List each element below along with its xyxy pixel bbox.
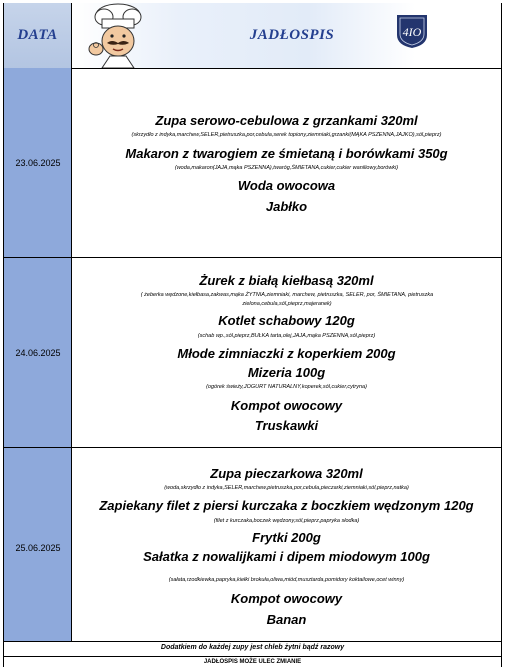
date-cell	[4, 448, 72, 641]
title-banner	[72, 3, 501, 68]
dish-name: Zupa pieczarkowa 320ml	[210, 466, 363, 481]
day-date: 24.06.2025	[15, 348, 61, 358]
change-note: JADŁOSPIS MOŻE ULEC ZMIANIE	[203, 659, 302, 665]
dish-ingredients: (schab wp.,sól,pieprz,BUŁKA tarta,olej,JAJA,mąka PSZENNA,sól,pieprz)	[197, 333, 376, 339]
date-cell	[4, 68, 72, 257]
company-logo	[395, 13, 429, 49]
menu-cell	[72, 448, 501, 641]
day-row	[4, 68, 501, 258]
dish-name: Młode zimniaczki z koperkiem 200g	[177, 346, 396, 361]
date-column-header: DATA	[4, 3, 72, 68]
menu-cell	[72, 258, 501, 447]
dish-name: Kompot owocowy	[230, 398, 343, 413]
dish-name: Sałatka z nowalijkami i dipem miodowym 100g	[143, 549, 430, 564]
dish-name: Banan	[266, 612, 307, 627]
dish-name: Woda owocowa	[237, 178, 336, 193]
day-row	[4, 448, 501, 642]
footer-divider	[4, 656, 501, 657]
dish-name: Żurek z białą kiełbasą 320ml	[199, 273, 374, 288]
dish-name: Makaron z twarogiem ze śmietaną i borówkami 350g	[125, 146, 448, 161]
date-cell	[4, 258, 72, 447]
menu-sheet	[3, 3, 502, 667]
dish-name: Zupa serowo-cebulowa z grzankami 320ml	[155, 113, 418, 128]
logo-text: 4IO	[402, 25, 422, 39]
day-date: 25.06.2025	[15, 543, 61, 553]
dish-name: Truskawki	[254, 418, 319, 433]
dish-ingredients: (skrzydło z indyka,marchew,SELER,pietruszka,por,cebula,serek topiony,ziemniaki,grzanki(MĄKA PSZENNA,JAJKO),sól,pieprz)	[131, 132, 442, 138]
dish-name: Kotlet schabowy 120g	[218, 313, 355, 328]
dish-name: Mizeria 100g	[247, 365, 326, 380]
menu-header	[4, 3, 501, 69]
dish-name: Zapiekany filet z piersi kurczaka z boczkiem wędzonym 120g	[99, 498, 474, 513]
day-row	[4, 258, 501, 448]
dish-name: Jabłko	[265, 199, 308, 214]
dish-ingredients: (filet z kurczaka,boczek wędzony,sól,pieprz,papryka słodka)	[213, 518, 360, 524]
dish-ingredients: (ogórek świeży,JOGURT NATURALNY,koperek,sól,cukier,cytryna)	[206, 384, 367, 390]
dish-name: Frytki 200g	[252, 530, 321, 545]
dish-ingredients: (sałata,rzodkiewka,papryka,kiełki brokuła,oliwa,miód,musztarda,pomidory koktailowe,ocet winny)	[168, 577, 405, 583]
page-title: JADŁOSPIS	[249, 27, 335, 43]
day-date: 23.06.2025	[15, 158, 61, 168]
menu-cell	[72, 68, 501, 257]
dish-ingredients: (woda,makaron(JAJA,mąka PSZENNA),twaróg,ŚMIETANA,cukier,cukier waniliowy,borówki)	[174, 165, 399, 171]
bread-note: Dodatkiem do każdej zupy jest chleb żytni bądź razowy	[160, 644, 345, 651]
dish-ingredients: (woda,skrzydło z indyka,SELER,marchew,pietruszka,por,cebula,pieczarki,ziemniaki,sól,pieprz,natka)	[164, 485, 409, 491]
chef-illustration	[80, 3, 150, 68]
dish-name: Kompot owocowy	[230, 591, 343, 606]
dish-ingredients: ( żeberka wędzone,kiełbasa,zakwas,mąka ŻYTNIA,ziemniaki, marchew, pietruszka, SELER, por, ŚMIETANA, pietruszka zielona,cebula,sól,pieprz,majeranek)	[140, 292, 434, 307]
